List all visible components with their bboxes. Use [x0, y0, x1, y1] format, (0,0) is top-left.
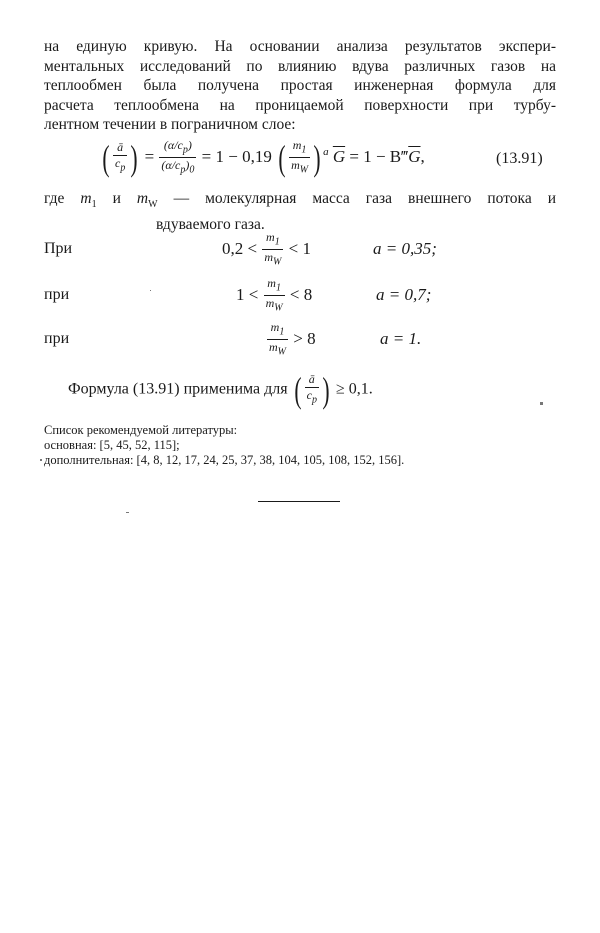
section-end-rule [258, 501, 340, 502]
condition-label: при [44, 286, 70, 303]
equation-13-91: ( $\frac{ā}{c_p}$ ) = $\frac{(\alpha/c_p)}{(\alpha/c_p)_0}$ = 1 − 0,19 ( $\frac{m_1}{m_W}$ ) $^a$ $\overline{G} = 1$ − $B‴\overline{G}$, [102, 137, 425, 178]
applicability-statement: Формула (13.91) применима для ( $\frac{ā}{c_p}$ ) ≥ 0,1. [68, 370, 373, 410]
condition-label: при [44, 330, 70, 347]
references-additional: дополнительная: [4, 8, 12, 17, 24, 25, 37, 38, 104, 105, 108, 152, 156]. [44, 453, 405, 467]
condition-result: a = 1. [380, 329, 422, 348]
references [44, 423, 404, 468]
scan-speck [540, 402, 543, 405]
definition-paragraph: где $m_1$ и $m_W$ — молекулярная масса газа внешнего потока и вдуваемого газа. [44, 190, 557, 233]
text-line: ментальных исследований по влиянию вдува различных газов на [44, 57, 556, 75]
condition-expression: $\frac{m_1}{m_W}$ > 8 [269, 320, 316, 358]
fraction-m1-over-mw: $\frac{m_1}{m_W}$ [291, 138, 309, 176]
text-line: теплообмен была получена простая инженерная формула для [44, 77, 556, 94]
fraction-a-over-cp: $\frac{ā}{c_p}$ [115, 140, 126, 174]
condition-result: a = 0,35; [373, 239, 437, 258]
text-line: лентном течении в пограничном слое: [44, 116, 296, 133]
text-line: на единую кривую. На основании анализа результатов экспери- [44, 38, 556, 55]
condition-result: a = 0,7; [376, 285, 432, 304]
intro-paragraph [44, 37, 556, 135]
scan-speck [126, 512, 129, 513]
references-title: Список рекомендуемой литературы: [44, 423, 238, 437]
equation-number: (13.91) [496, 150, 543, 167]
scan-speck [150, 290, 151, 291]
references-basic: основная: [5, 45, 52, 115]; [44, 438, 180, 452]
text-line: расчета теплообмена на проницаемой поверхности при турбу- [44, 96, 556, 114]
condition-label: При [44, 240, 73, 257]
condition-expression: 0,2 < $\frac{m_1}{m_W}$ < 1 [222, 230, 311, 268]
scan-speck [40, 459, 42, 461]
fraction-alpha-ratio: $\frac{(\alpha/c_p)}{(\alpha/c_p)_0}$ [161, 138, 195, 176]
condition-expression: 1 < $\frac{m_1}{m_W}$ < 8 [236, 276, 313, 314]
